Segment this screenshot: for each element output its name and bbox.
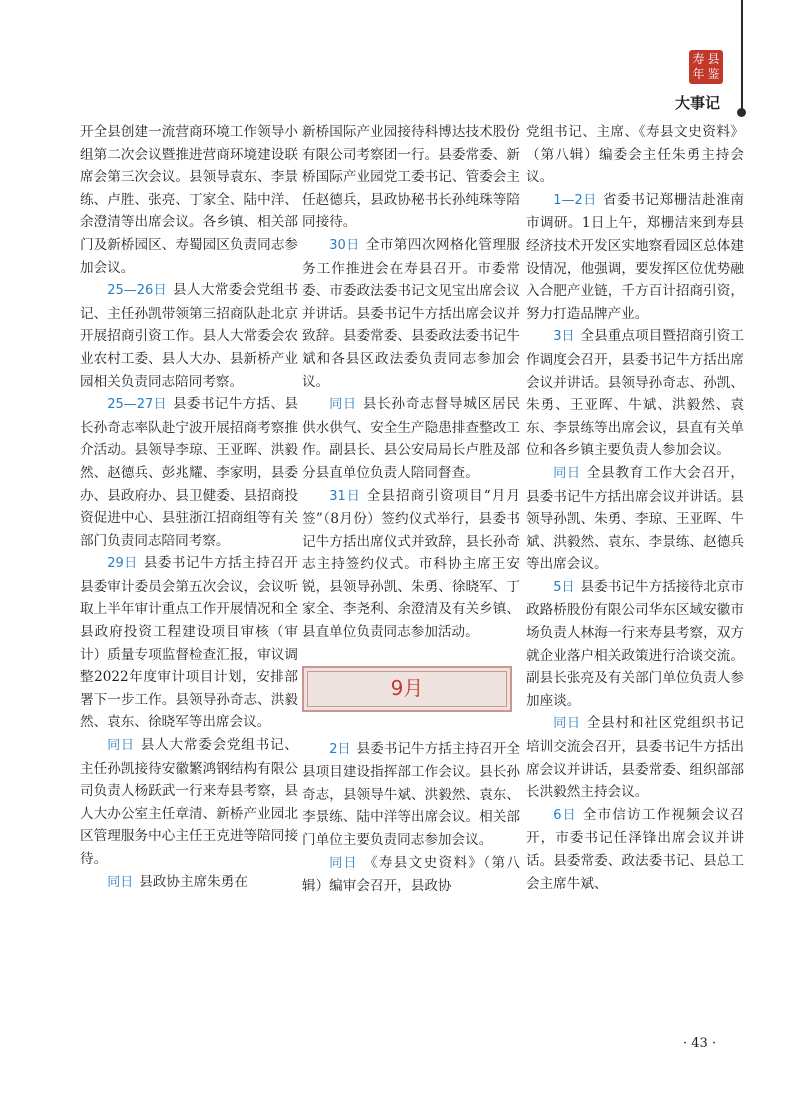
month-heading: 9月 <box>390 676 424 701</box>
entry-text: 开全县创建一流营商环境工作领导小组第二次会议暨推进营商环境建设联席会第三次会议。县领导袁东、李景练、卢胜、张亮、丁家全、陆中洋、余澄清等出席会议。各乡镇、相关部门及新桥园区、寿蜀园区负责同志参加会议。 <box>80 124 298 276</box>
entry <box>526 804 744 895</box>
entry-date: 同日 <box>329 855 358 871</box>
entry-date: 2日 <box>329 741 351 757</box>
entry <box>526 462 744 576</box>
entry <box>80 871 298 895</box>
text-column-1 <box>80 121 298 894</box>
text-column-2 <box>302 121 520 898</box>
entry-date: 1—2日 <box>553 192 597 208</box>
entry-text: 全县教育工作大会召开，县委书记牛方括出席会议并讲话。县领导孙凯、朱勇、李琼、王亚晖、牛斌、洪毅然、袁东、李景练、赵德兵等出席会议。 <box>526 464 744 573</box>
entry-text: 县委书记牛方括、县长孙奇志率队赴宁波开展招商考察推介活动。县领导李琼、王亚晖、洪毅然、赵德兵、彭兆耀、李家明，县委办、县政府办、县卫健委、县招商投资促进中心、县驻浙江招商组等有关部门负责同志陪同考察。 <box>80 396 298 549</box>
seal-char: 县 <box>707 52 720 66</box>
entry-text: 新桥国际产业园接待科博达技术股份有限公司考察团一行。县委常委、新桥国际产业园党工委书记、管委会主任赵德兵，县政协秘书长孙纯珠等陪同接待。 <box>302 124 520 231</box>
entry-date: 6日 <box>553 807 577 823</box>
entry-date: 3日 <box>553 329 575 345</box>
entry-date: 同日 <box>329 397 357 413</box>
page-number: · 43 · <box>683 1036 717 1051</box>
month-heading-box <box>302 666 512 712</box>
entry <box>302 485 520 644</box>
entry <box>80 734 298 871</box>
header-rule-dot <box>737 108 746 117</box>
entry <box>80 121 298 279</box>
entry-date: 31日 <box>329 488 361 504</box>
text-column-3 <box>526 121 744 895</box>
entry <box>80 393 298 552</box>
entry-text: 全县村和社区党组织书记培训交流会召开，县委书记牛方括出席会议并讲话，县委常委、组织部部长洪毅然主持会议。 <box>526 715 744 801</box>
entry-text: 《寿县文史资料》（第八辑）编审会召开，县政协 <box>302 854 520 895</box>
yearbook-seal-logo <box>689 50 723 84</box>
entry-text: 县政协主席朱勇在 <box>139 873 248 890</box>
entry <box>526 121 744 189</box>
entry-date: 25—27日 <box>107 397 167 413</box>
entry-date: 25—26日 <box>107 283 167 299</box>
entry-text: 全县招商引资项目“月月签”（8月份）签约仪式举行，县委书记牛方括出席仪式并致辞，县长孙奇志主持签约仪式。市科协主席王安锐，县领导孙凯、朱勇、徐晓军、丁家全、李尧利、余澄清及有关乡镇、县直单位负责同志参加活动。 <box>302 487 520 641</box>
entry-text: 县人大常委会党组书记、主任孙凯接待安徽繁鸿钢结构有限公司负责人杨跃武一行来寿县考察，县人大办公室主任章清、新桥产业园北区管理服务中心主任王克进等陪同接待。 <box>80 737 298 867</box>
entry <box>302 852 520 898</box>
entry-date: 30日 <box>329 237 360 253</box>
entry-date: 同日 <box>553 716 581 732</box>
seal-char: 年 <box>692 67 705 81</box>
entry-date: 同日 <box>553 465 581 481</box>
seal-char: 寿 <box>692 52 705 66</box>
entry-date: 同日 <box>107 738 135 754</box>
entry <box>526 325 744 462</box>
entry <box>302 234 520 393</box>
entry <box>526 189 744 326</box>
entry-text: 县长孙奇志督导城区居民供水供气、安全生产隐患排查整改工作。副县长、县公安局局长卢胜及部分县直单位负责人陪同督查。 <box>302 396 520 481</box>
entry-text: 党组书记、主席、《寿县文史资料》（第八辑）编委会主任朱勇主持会议。 <box>526 124 744 186</box>
entry-text: 县委书记牛方括接待北京市政路桥股份有限公司华东区域安徽市场负责人林海一行来寿县考察，双方就企业落户相关政策进行洽谈交流。副县长张亮及有关部门单位负责人参加座谈。 <box>526 578 744 709</box>
entry <box>302 393 520 484</box>
entry-text: 县委书记牛方括主持召开县委审计委员会第五次会议，会议听取上半年审计重点工作开展情况和全县政府投资工程建设项目审核（审计）质量专项监督检查汇报，审议调整2022年度审计项目计划，安排部署下一步工作。县领导孙奇志、洪毅然、袁东、徐晓军等出席会议。 <box>80 555 298 731</box>
entry-text: 全县重点项目暨招商引资工作调度会召开，县委书记牛方括出席会议并讲话。县领导孙奇志、孙凯、朱勇、王亚晖、牛斌、洪毅然、袁东、李景练等出席会议，县直有关单位和各乡镇主要负责人参加会议。 <box>526 328 744 459</box>
entry-date: 5日 <box>553 579 575 595</box>
entry-date: 29日 <box>107 556 138 572</box>
entry <box>302 738 520 852</box>
entry <box>302 121 520 234</box>
entry <box>526 712 744 803</box>
entry-text: 县委书记牛方括主持召开全县项目建设指挥部工作会议。县长孙奇志，县领导牛斌、洪毅然、袁东、李景练、陆中洋等出席会议。相关部门单位主要负责同志参加会议。 <box>302 740 520 849</box>
entry-text: 全市信访工作视频会议召开，市委书记任泽锋出席会议并讲话。县委常委、政法委书记、县总工会主席牛斌、 <box>526 806 744 892</box>
entry <box>80 552 298 734</box>
seal-char: 鉴 <box>707 67 720 81</box>
section-label: 大事记 <box>675 94 721 112</box>
header-rule <box>741 0 743 110</box>
entry <box>80 279 298 393</box>
entry-text: 县人大常委会党组书记、主任孙凯带领第三招商队赴北京开展招商引资工作。县人大常委会农业农村工委、县人大办、县新桥产业园相关负责同志陪同考察。 <box>80 282 298 390</box>
entry-date: 同日 <box>107 874 134 890</box>
entry-text: 全市第四次网格化管理服务工作推进会在寿县召开。市委常委、市委政法委书记文见宝出席会议并讲话。县委书记牛方括出席会议并致辞。县委常委、县委政法委书记牛斌和各县区政法委负责同志参加会议。 <box>302 236 520 390</box>
entry <box>526 576 744 713</box>
entry-text: 省委书记郑栅洁赴淮南市调研。1日上午，郑栅洁来到寿县经济技术开发区实地察看园区总体建设情况，他强调，要发挥区位优势融入合肥产业链，千方百计招商引资，努力打造品牌产业。 <box>526 191 745 322</box>
